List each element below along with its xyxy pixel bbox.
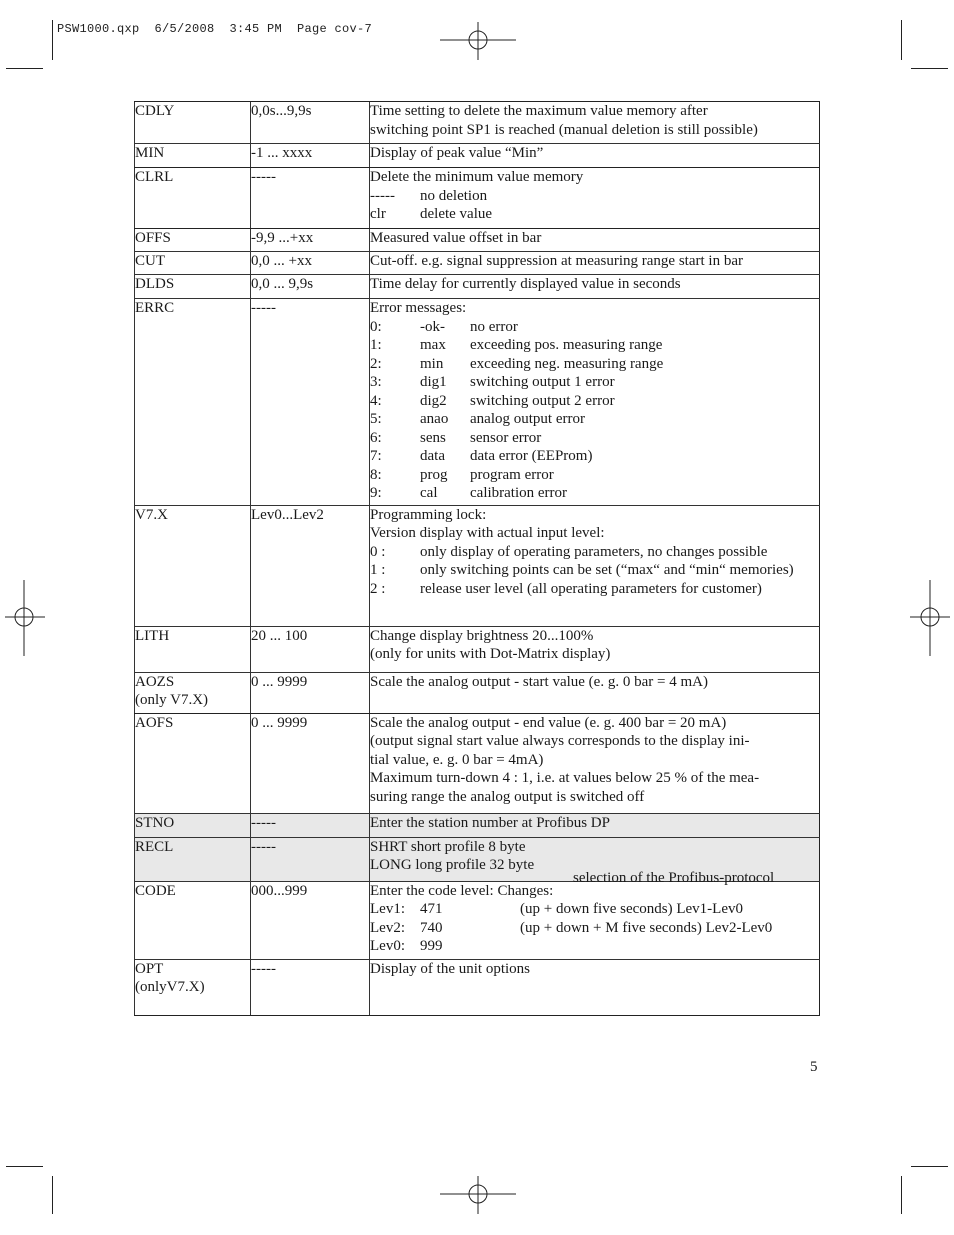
param-cell: RECL [135, 837, 251, 881]
crop-mark-bottom-right-h [911, 1166, 948, 1167]
range-cell: 0,0s...9,9s [251, 102, 370, 144]
param-cell: CLRL [135, 168, 251, 229]
table-row [135, 299, 820, 506]
table-row [135, 144, 820, 168]
param-cell: CUT [135, 252, 251, 275]
description-cell: Enter the station number at Profibus DP [370, 813, 820, 837]
param-cell: MIN [135, 144, 251, 168]
range-cell: 0,0 ... 9,9s [251, 275, 370, 299]
error-line: 4: dig2 switching output 2 error [370, 392, 615, 409]
table-row [135, 881, 820, 959]
description-cell: Programming lock: Version display with actual input level: 0 : only display of operating parameters, no changes possible 1 : only switching points can be set (“max“ and “min“ memories) 2 : release user level (all operating parameters for customer) [370, 505, 820, 626]
crop-mark-top-left-v [52, 20, 53, 60]
range-cell: Lev0...Lev2 [251, 505, 370, 626]
error-line: 0: -ok- no error [370, 318, 518, 335]
registration-mark-top-icon [440, 22, 516, 60]
table-row [135, 713, 820, 813]
description-cell: Change display brightness 20...100% (only for units with Dot-Matrix display) [370, 626, 820, 672]
param-cell: AOFS [135, 713, 251, 813]
error-line: 7: data data error (EEProm) [370, 448, 593, 464]
code-line: Lev0: 999 [370, 938, 443, 954]
param-cell: CODE [135, 881, 251, 959]
crop-mark-top-left-h [6, 68, 43, 69]
table-row [135, 102, 820, 144]
description-cell: Delete the minimum value memory ----- no deletion clr delete value [370, 168, 820, 229]
level-line: 0 : only display of operating parameters, no changes possible [370, 543, 768, 560]
range-cell: 0 ... 9999 [251, 672, 370, 713]
crop-mark-bottom-left-v [52, 1176, 53, 1214]
range-cell: 0,0 ... +xx [251, 252, 370, 275]
profibus-note: selection of the Profibus-protocol [573, 870, 775, 886]
crop-mark-top-right-v [901, 20, 902, 60]
error-line: 9: cal calibration error [370, 485, 568, 501]
level-line: 2 : release user level (all operating parameters for customer) [370, 580, 762, 597]
table-row [135, 626, 820, 672]
description-cell: Display of peak value “Min” [370, 144, 820, 168]
crop-mark-top-right-h [911, 68, 948, 69]
description-cell: Error messages: 0: -ok- no error 1: max exceeding pos. measuring range 2: min exceeding neg. measuring range 3: dig1 switching output 1 error 4: dig2 switching output 2 error 5: anao analog output error 6: sens sensor error 7: data data error (EEProm) 8: prog program error 9: cal calibration error [370, 299, 820, 506]
error-line: 8: prog program error [370, 466, 554, 483]
table-row [135, 505, 820, 626]
description-cell: Cut-off. e.g. signal suppression at measuring range start in bar [370, 252, 820, 275]
range-cell: ----- [251, 813, 370, 837]
param-cell: OPT (onlyV7.X) [135, 959, 251, 1015]
param-cell: ERRC [135, 299, 251, 506]
range-cell: ----- [251, 299, 370, 506]
param-cell: DLDS [135, 275, 251, 299]
range-cell: ----- [251, 837, 370, 881]
param-cell: CDLY [135, 102, 251, 144]
range-cell: 20 ... 100 [251, 626, 370, 672]
crop-mark-bottom-left-h [6, 1166, 43, 1167]
param-cell: OFFS [135, 229, 251, 252]
description-cell: Measured value offset in bar [370, 229, 820, 252]
description-cell: Display of the unit options [370, 959, 820, 1015]
table-row [135, 813, 820, 837]
registration-mark-left-icon [5, 580, 45, 656]
code-line: Lev2: 740 (up + down + M five seconds) Lev2-Lev0 [370, 919, 773, 936]
level-line: 1 : only switching points can be set (“max“ and “min“ memories) [370, 562, 794, 578]
error-line: 6: sens sensor error [370, 429, 542, 446]
crop-mark-bottom-right-v [901, 1176, 902, 1214]
param-cell: AOZS (only V7.X) [135, 672, 251, 713]
error-line: 1: max exceeding pos. measuring range [370, 337, 663, 353]
table-row [135, 229, 820, 252]
error-line: 5: anao analog output error [370, 411, 585, 427]
page-number: 5 [810, 1059, 818, 1075]
description-cell: Scale the analog output - end value (e. g. 400 bar = 20 mA) (output signal start value always corresponds to the display ini- tial value, e. g. 0 bar = 4mA) Maximum turn-down 4 : 1, i.e. at values below 25 % of the mea- suring range the analog output is switched off [370, 713, 820, 813]
range-cell: -9,9 ...+xx [251, 229, 370, 252]
registration-mark-right-icon [910, 580, 950, 656]
description-cell: Time delay for currently displayed value in seconds [370, 275, 820, 299]
table-row [135, 275, 820, 299]
description-cell: Enter the code level: Changes: Lev1: 471 (up + down five seconds) Lev1-Lev0 Lev2: 740 (up + down + M five seconds) Lev2-Lev0 Lev0: 999 [370, 881, 820, 959]
param-cell: STNO [135, 813, 251, 837]
table-row [135, 168, 820, 229]
description-cell: SHRT short profile 8 byte LONG long profile 32 byte [370, 837, 820, 881]
print-slug: PSW1000.qxp 6/5/2008 3:45 PM Page cov-7 [57, 22, 373, 36]
range-cell: 000...999 [251, 881, 370, 959]
range-cell: -1 ... xxxx [251, 144, 370, 168]
table-row [135, 959, 820, 1015]
description-cell: Scale the analog output - start value (e. g. 0 bar = 4 mA) [370, 672, 820, 713]
error-line: 2: min exceeding neg. measuring range [370, 355, 664, 372]
range-cell: ----- [251, 168, 370, 229]
range-cell: ----- [251, 959, 370, 1015]
range-cell: 0 ... 9999 [251, 713, 370, 813]
table-row [135, 252, 820, 275]
description-cell: Time setting to delete the maximum value memory after switching point SP1 is reached (manual deletion is still possible) [370, 102, 820, 144]
registration-mark-bottom-icon [440, 1176, 516, 1214]
param-cell: LITH [135, 626, 251, 672]
code-line: Lev1: 471 (up + down five seconds) Lev1-Lev0 [370, 901, 743, 917]
table-row [135, 672, 820, 713]
error-line: 3: dig1 switching output 1 error [370, 374, 615, 390]
param-cell: V7.X [135, 505, 251, 626]
